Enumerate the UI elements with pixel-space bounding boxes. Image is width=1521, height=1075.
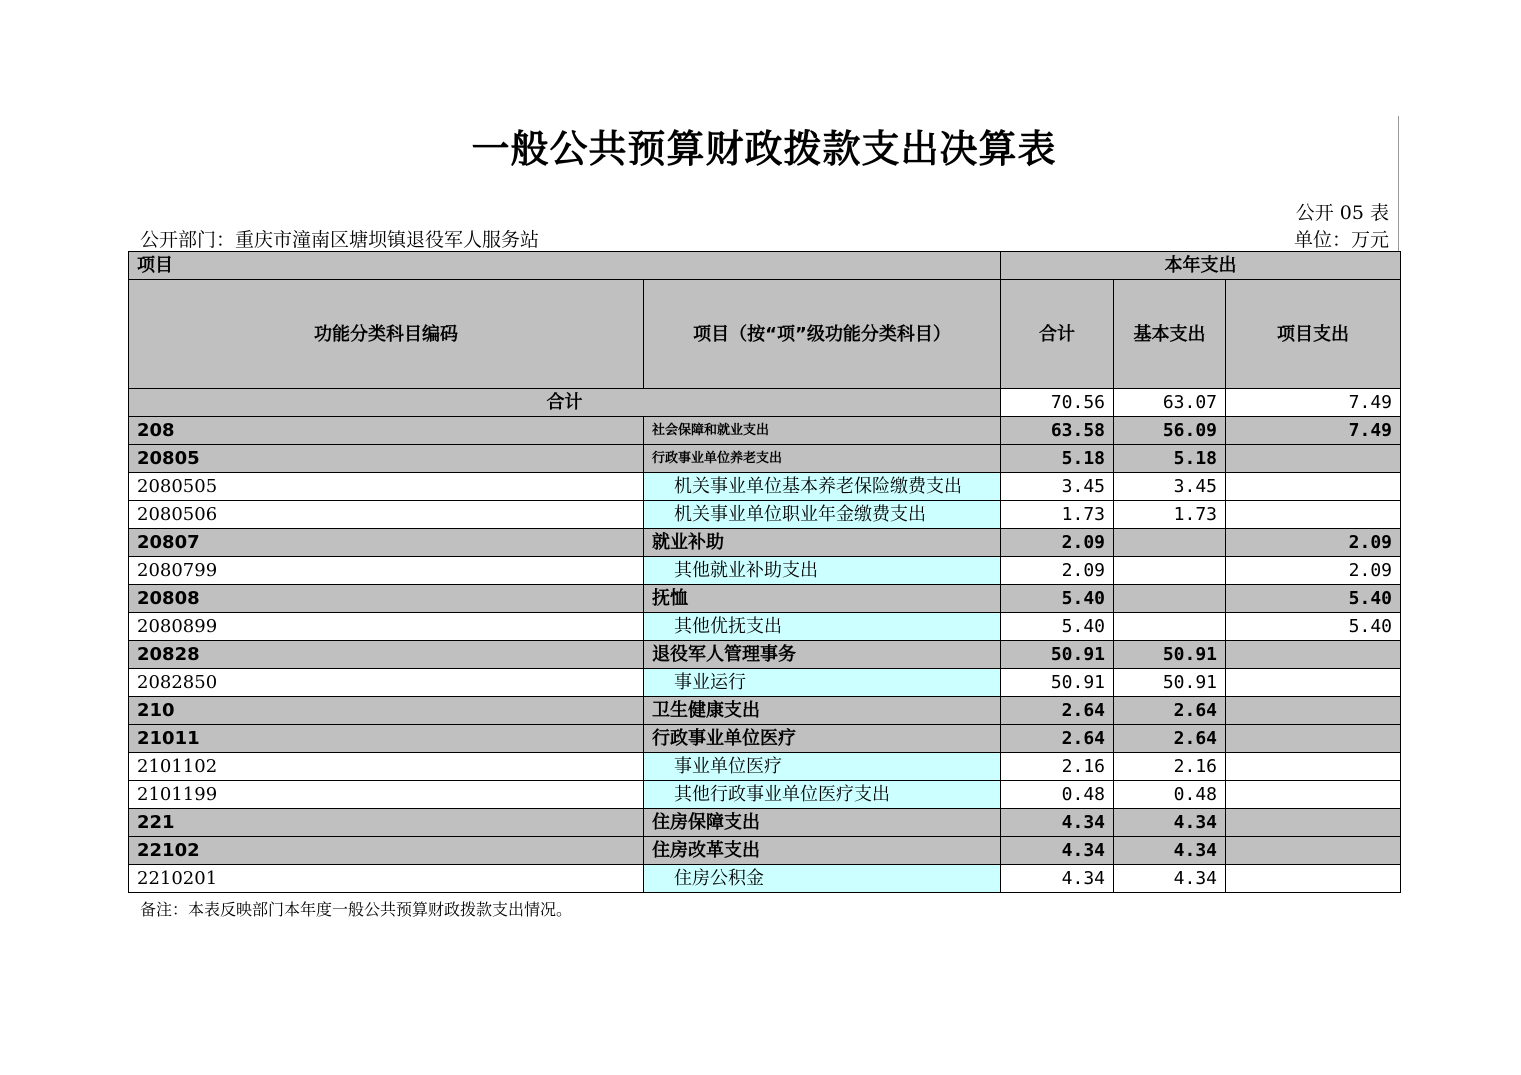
row-total: 5.40 [1001, 613, 1114, 641]
row-project [1226, 865, 1401, 893]
department-label: 公开部门：重庆市潼南区塘坝镇退役军人服务站 [140, 229, 540, 251]
row-total: 4.34 [1001, 809, 1114, 837]
row-name: 其他就业补助支出 [644, 557, 1001, 585]
header-current-year: 本年支出 [1001, 252, 1401, 280]
row-project [1226, 445, 1401, 473]
row-total: 63.58 [1001, 417, 1114, 445]
table-row [129, 781, 1401, 809]
header-row-2 [129, 280, 1401, 389]
row-project [1226, 473, 1401, 501]
table-row [129, 417, 1401, 445]
table-row [129, 445, 1401, 473]
row-basic: 4.34 [1114, 837, 1226, 865]
row-total: 4.34 [1001, 837, 1114, 865]
table-row [129, 809, 1401, 837]
row-basic: 1.73 [1114, 501, 1226, 529]
row-name: 抚恤 [644, 585, 1001, 613]
header-item: 项目 [129, 252, 1001, 280]
row-project [1226, 501, 1401, 529]
row-total: 2.64 [1001, 697, 1114, 725]
table-row [129, 613, 1401, 641]
row-basic [1114, 613, 1226, 641]
row-code: 2082850 [129, 669, 644, 697]
row-code: 20807 [129, 529, 644, 557]
row-basic: 56.09 [1114, 417, 1226, 445]
row-project: 2.09 [1226, 557, 1401, 585]
row-project [1226, 697, 1401, 725]
row-project [1226, 809, 1401, 837]
table-row [129, 753, 1401, 781]
row-code: 20828 [129, 641, 644, 669]
total-basic: 63.07 [1114, 389, 1226, 417]
row-name: 住房公积金 [644, 865, 1001, 893]
table-row [129, 529, 1401, 557]
edge-divider [1398, 116, 1399, 252]
row-name: 社会保障和就业支出 [644, 417, 1001, 445]
row-code: 2101102 [129, 753, 644, 781]
header-total: 合计 [1001, 280, 1114, 389]
row-code: 2101199 [129, 781, 644, 809]
row-code: 21011 [129, 725, 644, 753]
footnote: 备注：本表反映部门本年度一般公共预算财政拨款支出情况。 [140, 900, 573, 919]
row-basic: 2.64 [1114, 725, 1226, 753]
row-project: 2.09 [1226, 529, 1401, 557]
row-name: 机关事业单位职业年金缴费支出 [644, 501, 1001, 529]
header-name: 项目（按“项”级功能分类科目） [644, 280, 1001, 389]
row-project: 5.40 [1226, 613, 1401, 641]
row-total: 5.40 [1001, 585, 1114, 613]
row-project: 5.40 [1226, 585, 1401, 613]
row-code: 210 [129, 697, 644, 725]
row-name: 行政事业单位养老支出 [644, 445, 1001, 473]
row-code: 2210201 [129, 865, 644, 893]
row-project [1226, 753, 1401, 781]
row-basic: 4.34 [1114, 865, 1226, 893]
row-name: 卫生健康支出 [644, 697, 1001, 725]
header-row-1 [129, 252, 1401, 280]
row-total: 5.18 [1001, 445, 1114, 473]
row-name: 其他行政事业单位医疗支出 [644, 781, 1001, 809]
row-code: 20808 [129, 585, 644, 613]
row-basic: 2.16 [1114, 753, 1226, 781]
table-row [129, 473, 1401, 501]
row-basic [1114, 585, 1226, 613]
row-project [1226, 641, 1401, 669]
row-name: 住房改革支出 [644, 837, 1001, 865]
row-total: 50.91 [1001, 669, 1114, 697]
row-total: 3.45 [1001, 473, 1114, 501]
row-project [1226, 781, 1401, 809]
row-code: 2080505 [129, 473, 644, 501]
page-title: 一般公共预算财政拨款支出决算表 [471, 127, 1057, 171]
row-total: 4.34 [1001, 865, 1114, 893]
total-label: 合计 [129, 389, 1001, 417]
row-code: 2080799 [129, 557, 644, 585]
table-row [129, 557, 1401, 585]
row-code: 22102 [129, 837, 644, 865]
table-row [129, 837, 1401, 865]
row-total: 2.64 [1001, 725, 1114, 753]
row-name: 机关事业单位基本养老保险缴费支出 [644, 473, 1001, 501]
row-total: 2.09 [1001, 529, 1114, 557]
row-total: 2.16 [1001, 753, 1114, 781]
row-project [1226, 669, 1401, 697]
row-basic [1114, 529, 1226, 557]
total-sum: 70.56 [1001, 389, 1114, 417]
total-row [129, 389, 1401, 417]
expenditure-table [128, 251, 1401, 893]
row-basic: 3.45 [1114, 473, 1226, 501]
row-basic: 5.18 [1114, 445, 1226, 473]
row-name: 事业单位医疗 [644, 753, 1001, 781]
row-basic: 50.91 [1114, 641, 1226, 669]
row-name: 就业补助 [644, 529, 1001, 557]
total-project: 7.49 [1226, 389, 1401, 417]
row-basic: 2.64 [1114, 697, 1226, 725]
table-row [129, 641, 1401, 669]
header-code: 功能分类科目编码 [129, 280, 644, 389]
table-row [129, 669, 1401, 697]
row-code: 208 [129, 417, 644, 445]
form-number: 公开 05 表 [1295, 202, 1389, 224]
row-total: 0.48 [1001, 781, 1114, 809]
row-code: 221 [129, 809, 644, 837]
row-basic: 0.48 [1114, 781, 1226, 809]
row-name: 其他优抚支出 [644, 613, 1001, 641]
row-project [1226, 725, 1401, 753]
row-total: 2.09 [1001, 557, 1114, 585]
header-basic: 基本支出 [1114, 280, 1226, 389]
row-code: 20805 [129, 445, 644, 473]
row-basic [1114, 557, 1226, 585]
row-total: 1.73 [1001, 501, 1114, 529]
row-total: 50.91 [1001, 641, 1114, 669]
table-row [129, 697, 1401, 725]
row-name: 事业运行 [644, 669, 1001, 697]
table-row [129, 725, 1401, 753]
row-code: 2080506 [129, 501, 644, 529]
row-basic: 50.91 [1114, 669, 1226, 697]
row-basic: 4.34 [1114, 809, 1226, 837]
row-project: 7.49 [1226, 417, 1401, 445]
row-name: 行政事业单位医疗 [644, 725, 1001, 753]
row-name: 退役军人管理事务 [644, 641, 1001, 669]
unit-label: 单位：万元 [1293, 229, 1389, 251]
table-row [129, 501, 1401, 529]
table-row [129, 585, 1401, 613]
row-name: 住房保障支出 [644, 809, 1001, 837]
header-project: 项目支出 [1226, 280, 1401, 389]
table-row [129, 865, 1401, 893]
row-project [1226, 837, 1401, 865]
row-code: 2080899 [129, 613, 644, 641]
